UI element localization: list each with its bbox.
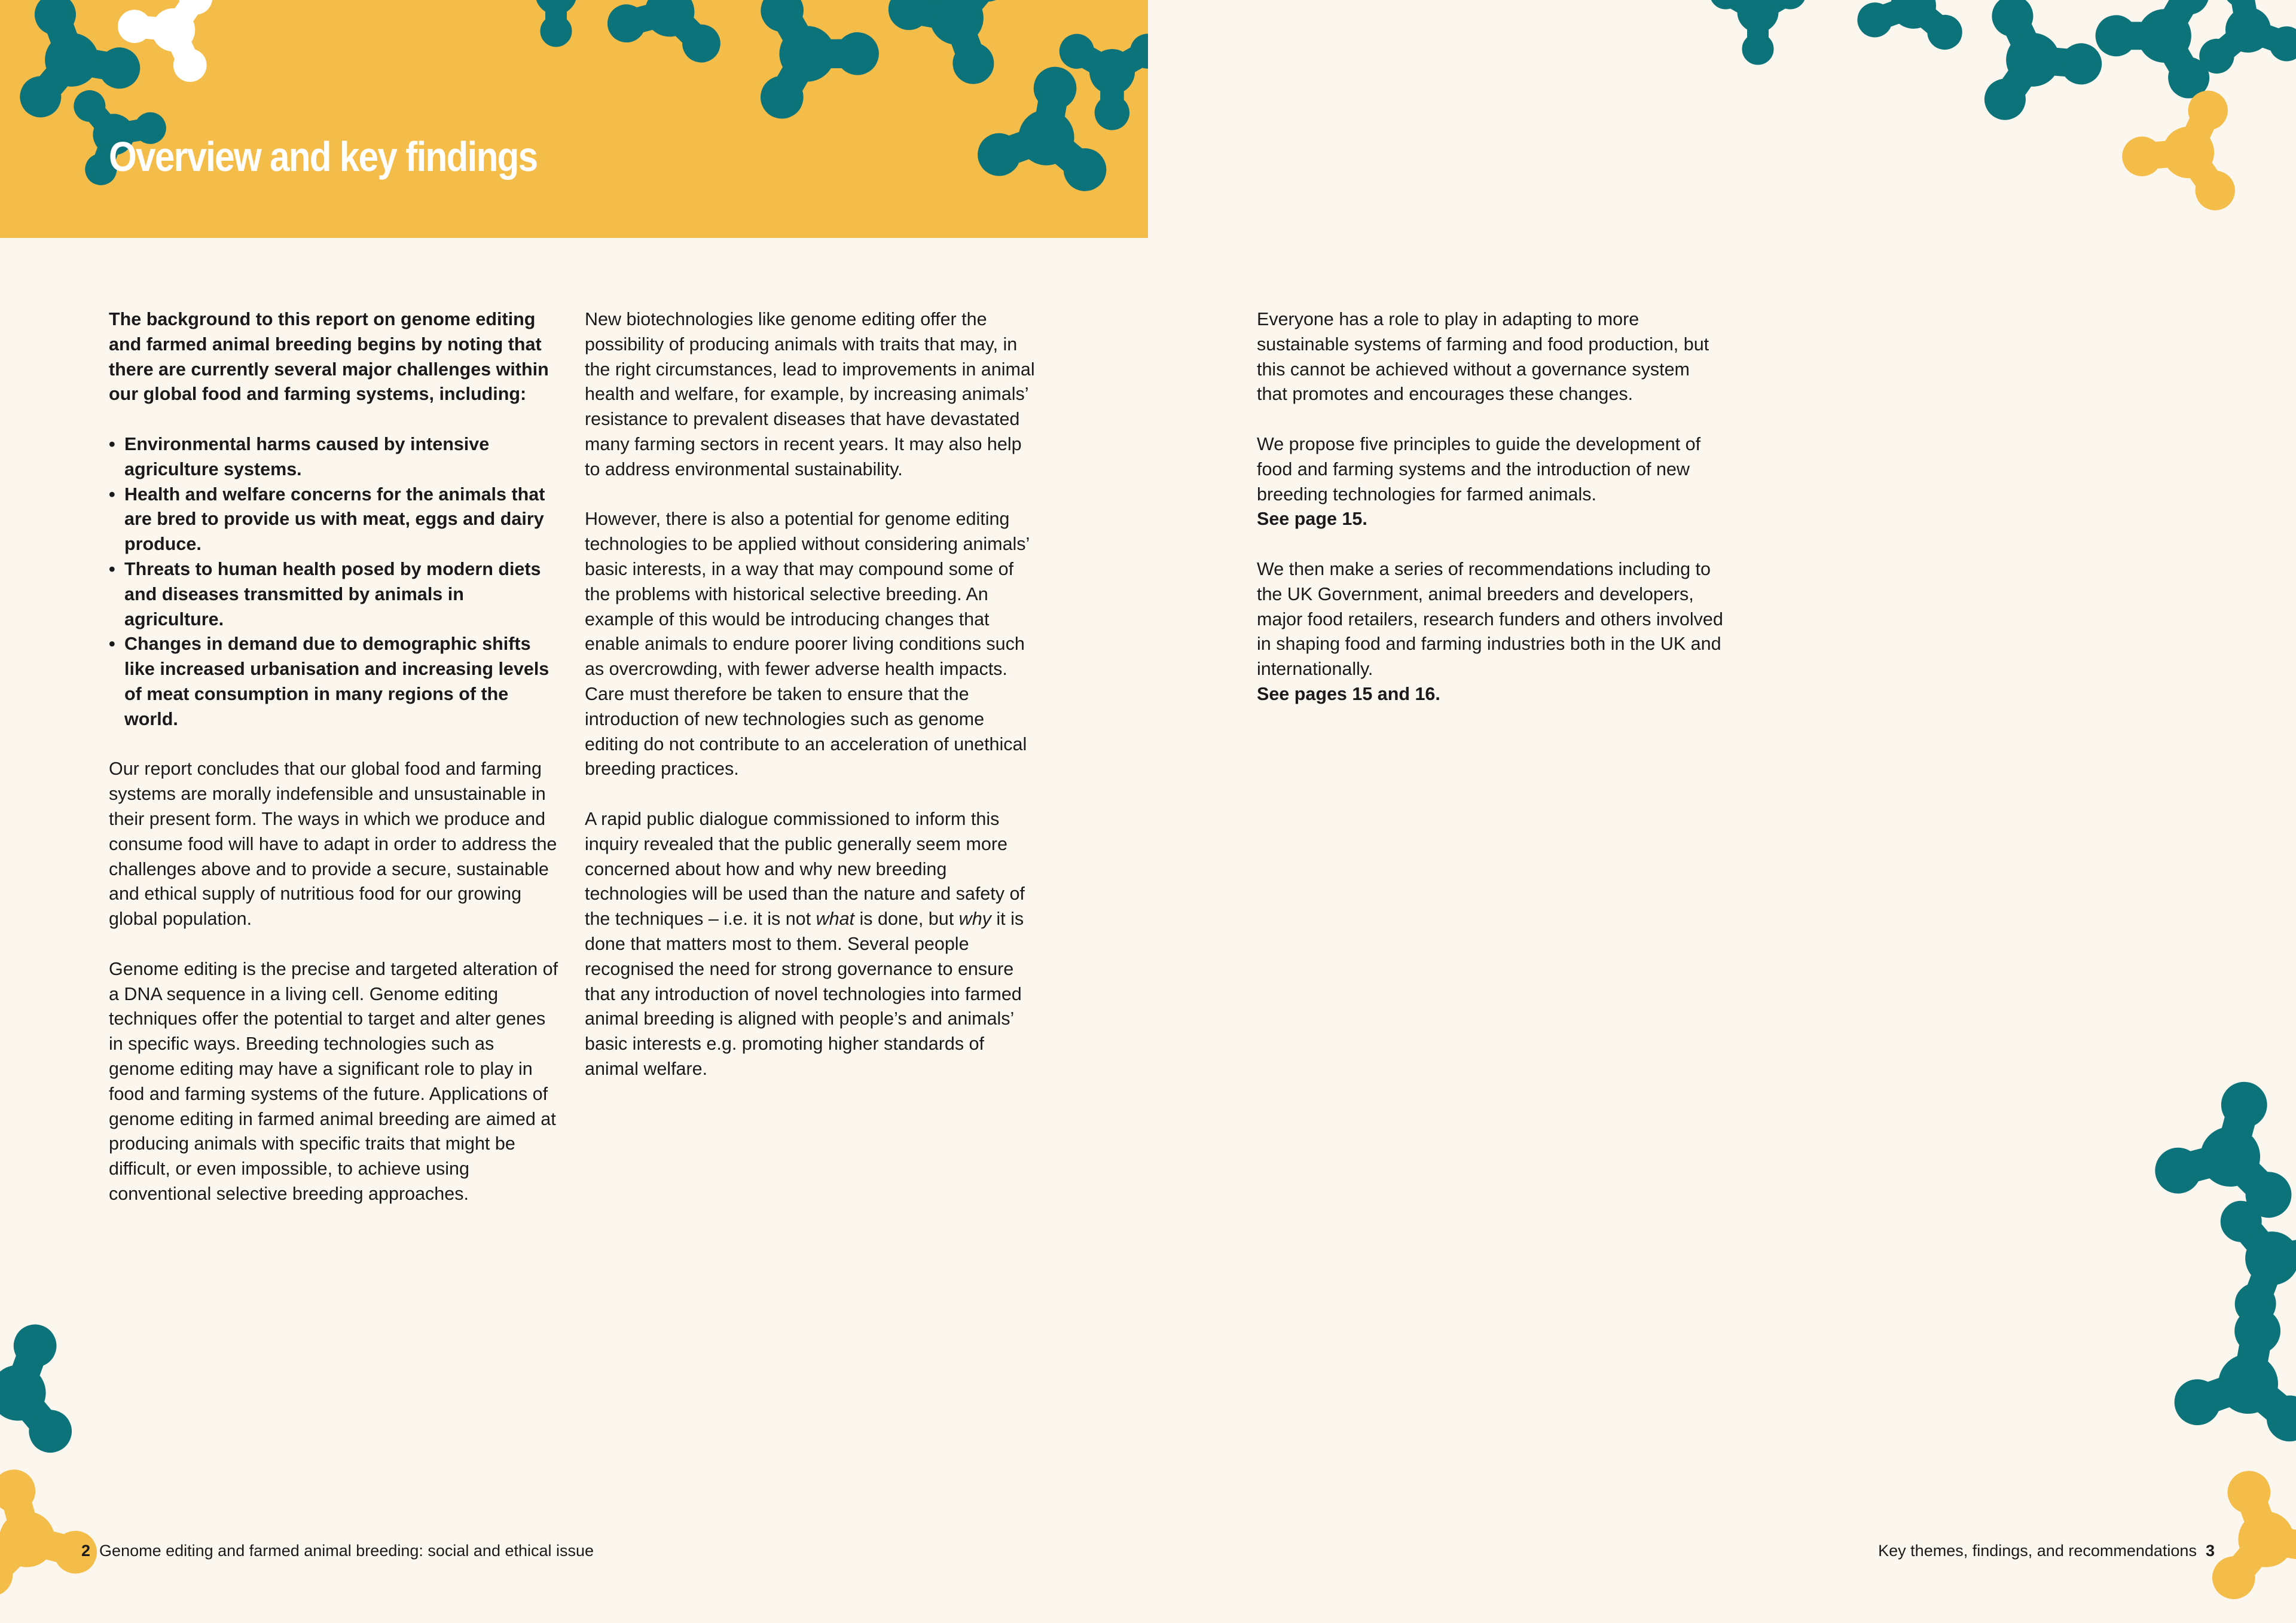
header-band <box>0 0 1148 238</box>
text-run: A rapid public dialogue commissioned to inform this inquiry revealed that the public generally seem more concerned about how and why new breeding technologies will be used than the nature and safety of the techniques – i.e. it is not <box>585 808 1025 930</box>
column-2 <box>585 307 1039 1107</box>
public-dialogue-paragraph <box>585 807 1039 1082</box>
molecule-shape <box>716 0 886 126</box>
conclusion-paragraph: Our report concludes that our global food and farming systems are morally indefensible and unsustainable in their present form. The ways in which we produce and consume food will have to adapt in order to address the challenges above and to provide a secure, sustainable and ethical supply of nutritious food for our growing global population. <box>109 759 557 930</box>
list-item <box>109 557 563 632</box>
text-run: is done, but <box>854 909 959 930</box>
molecule-shape <box>1710 0 1806 65</box>
molecule-shape <box>0 1304 103 1458</box>
page-number: 2 <box>81 1542 91 1560</box>
list-item-text: Changes in demand due to demographic shifts like increased urbanisation and increasing levels of meat consumption in many regions of the world. <box>124 634 549 729</box>
list-item <box>109 432 563 482</box>
molecule-shape <box>1855 0 1975 52</box>
running-footer-title: Genome editing and farmed animal breeding: social and ethical issue <box>99 1542 594 1560</box>
list-item-text: Health and welfare concerns for the animals that are bred to provide us with meat, eggs and dairy produce. <box>124 484 545 555</box>
recommendations-paragraph <box>1257 557 1723 707</box>
emphasis-text: why <box>958 909 991 930</box>
molecule-shape <box>0 1454 101 1600</box>
molecule-shape <box>881 0 1049 92</box>
genome-editing-definition-paragraph: Genome editing is the precise and targeted alteration of a DNA sequence in a living cell. Genome editing techniques offer the potential to target and alter genes in specific ways. Breeding technologies such as genome editing may have a significant role to play in food and farming systems of the future. Applications of genome editing in farmed animal breeding are aimed at producing animals with specific traits that might be difficult, or even impossible, to achieve using conventional selective breeding approaches. <box>109 958 558 1204</box>
molecule-pattern-top-right <box>1148 0 2296 251</box>
right-page <box>1148 0 2296 1623</box>
bullet-glyph: • <box>109 558 115 579</box>
list-item-text: Environmental harms caused by intensive agriculture systems. <box>124 433 490 479</box>
governance-paragraph: Everyone has a role to play in adapting to more sustainable systems of farming and food production, but this cannot be achieved without a governance system that promotes and encourages these changes. <box>1257 309 1709 405</box>
biotechnologies-paragraph: New biotechnologies like genome editing offer the possibility of producing animals with traits that may, in the right circumstances, lead to improvements in animal health and welfare, for example, by increasing animals’ resistance to prevalent diseases that have devastated many farming sectors in recent years. It may also help to address environmental sustainability. <box>585 309 1035 479</box>
challenges-list <box>109 432 563 732</box>
list-item <box>109 482 563 557</box>
running-footer-title: Key themes, findings, and recommendations <box>1878 1542 2197 1560</box>
molecule-shape <box>508 0 604 47</box>
molecule-pattern-header <box>0 0 1148 238</box>
molecule-pattern-bottom-left <box>0 1324 144 1623</box>
principles-paragraph <box>1257 432 1723 532</box>
bullet-glyph: • <box>109 484 115 505</box>
intro-paragraph: The background to this report on genome editing and farmed animal breeding begins by noting that there are currently several major challenges within our global food and farming systems, including: <box>109 309 549 405</box>
bullet-glyph: • <box>109 433 115 454</box>
page-reference: See pages 15 and 16. <box>1257 683 1440 704</box>
text-run: We then make a series of recommendations including to the UK Government, animal breeders and developers, major food retailers, research funders and others involved in shaping food and farming industries both in the UK and internationally. <box>1257 558 1723 680</box>
list-item <box>109 632 563 732</box>
page-number: 3 <box>2205 1542 2215 1560</box>
page-reference: See page 15. <box>1257 509 1367 530</box>
molecule-shape <box>2181 1450 2296 1604</box>
footer-left <box>81 1541 594 1561</box>
potential-risks-paragraph: However, there is also a potential for genome editing technologies to be applied without considering animals’ basic interests, in a way that may compound some of the problems with historical selective breeding. An example of this would be introducing changes that enable animals to endure poorer living conditions such as overcrowding, with fewer adverse health impacts. Care must therefore be taken to ensure that the introduction of new technologies such as genome editing do not contribute to an acceleration of unethical breeding practices. <box>585 509 1030 780</box>
bullet-glyph: • <box>109 634 115 655</box>
column-3 <box>1257 307 1723 732</box>
molecule-shape <box>2151 1065 2296 1222</box>
list-item-text: Threats to human health posed by modern diets and diseases transmitted by animals in agriculture. <box>124 558 541 629</box>
molecule-shape <box>2171 1297 2296 1444</box>
page-title: Overview and key findings <box>109 133 538 180</box>
molecule-shape <box>604 0 741 66</box>
column-1 <box>109 307 563 1231</box>
text-run: it is done that matters most to them. Several people recognised the need for strong governance to ensure that any introduction of novel technologies into farmed animal breeding is aligned with people’s and animals’ basic interests e.g. promoting higher standards of animal welfare. <box>585 909 1024 1079</box>
molecule-shape <box>2187 0 2296 76</box>
molecule-shape <box>1947 0 2108 126</box>
text-run: We propose five principles to guide the development of food and farming systems and the introduction of new breeding technologies for farmed animals. <box>1257 433 1701 505</box>
footer-right <box>1878 1541 2215 1561</box>
emphasis-text: what <box>816 909 855 930</box>
